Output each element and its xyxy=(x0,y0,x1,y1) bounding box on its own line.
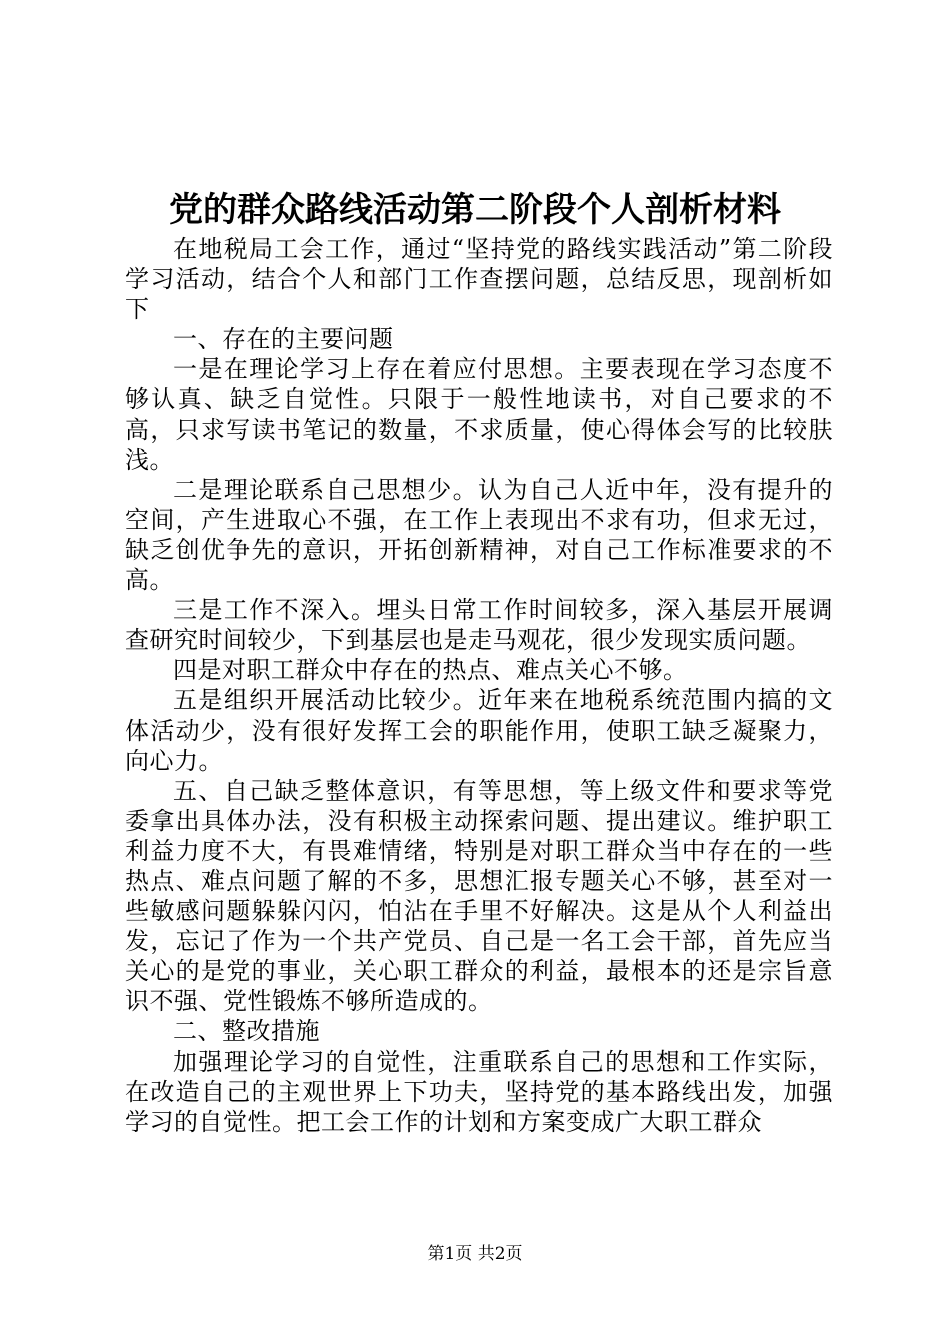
paragraph-problem-5: 五是组织开展活动比较少。近年来在地税系统范围内搞的文体活动少，没有很好发挥工会的职能作用，使职工缺乏凝聚力，向心力。 xyxy=(125,686,833,775)
paragraph-intro: 在地税局工会工作，通过“坚持党的路线实践活动”第二阶段学习活动，结合个人和部门工作查摆问题，总结反思，现剖析如下 xyxy=(125,235,833,324)
paragraph-problem-1: 一是在理论学习上存在着应付思想。主要表现在学习态度不够认真、缺乏自觉性。只限于一般性地读书，对自己要求的不高，只求写读书笔记的数量，不求质量，使心得体会写的比较肤浅。 xyxy=(125,355,833,474)
section-heading-measures: 二、整改措施 xyxy=(173,1017,320,1046)
paragraph-problem-6: 五、自己缺乏整体意识，有等思想，等上级文件和要求等党委拿出具体办法，没有积极主动探索问题、提出建议。维护职工利益力度不大，有畏难情绪，特别是对职工群众当中存在的一些热点、难点问题了解的不多，思想汇报专题关心不够，甚至对一些敏感问题躲躲闪闪，怕沾在手里不好解决。这是从个人利益出发，忘记了作为一个共产党员、自己是一名工会干部，首先应当关心的是党的事业，关心职工群众的利益，最根本的还是宗旨意识不强、党性锻炼不够所造成的。 xyxy=(125,776,833,1016)
document-body xyxy=(125,234,833,1137)
paragraph-problem-4: 四是对职工群众中存在的热点、难点关心不够。 xyxy=(173,656,688,685)
section-heading-problems: 一、存在的主要问题 xyxy=(173,325,394,354)
paragraph-problem-3: 三是工作不深入。埋头日常工作时间较多，深入基层开展调查研究时间较少，下到基层也是走马观花，很少发现实质问题。 xyxy=(125,596,833,655)
page-number-footer: 第1页 共2页 xyxy=(427,1244,523,1264)
paragraph-problem-2: 二是理论联系自己思想少。认为自己人近中年，没有提升的空间，产生进取心不强，在工作上表现出不求有功，但求无过，缺乏创优争先的意识，开拓创新精神，对自己工作标准要求的不高。 xyxy=(125,475,833,595)
paragraph-measure-1: 加强理论学习的自觉性，注重联系自己的思想和工作实际，在改造自己的主观世界上下功夫，坚持党的基本路线出发，加强学习的自觉性。把工会工作的计划和方案变成广大职工群众 xyxy=(125,1047,833,1136)
document-title: 党的群众路线活动第二阶段个人剖析材料 xyxy=(169,190,781,230)
